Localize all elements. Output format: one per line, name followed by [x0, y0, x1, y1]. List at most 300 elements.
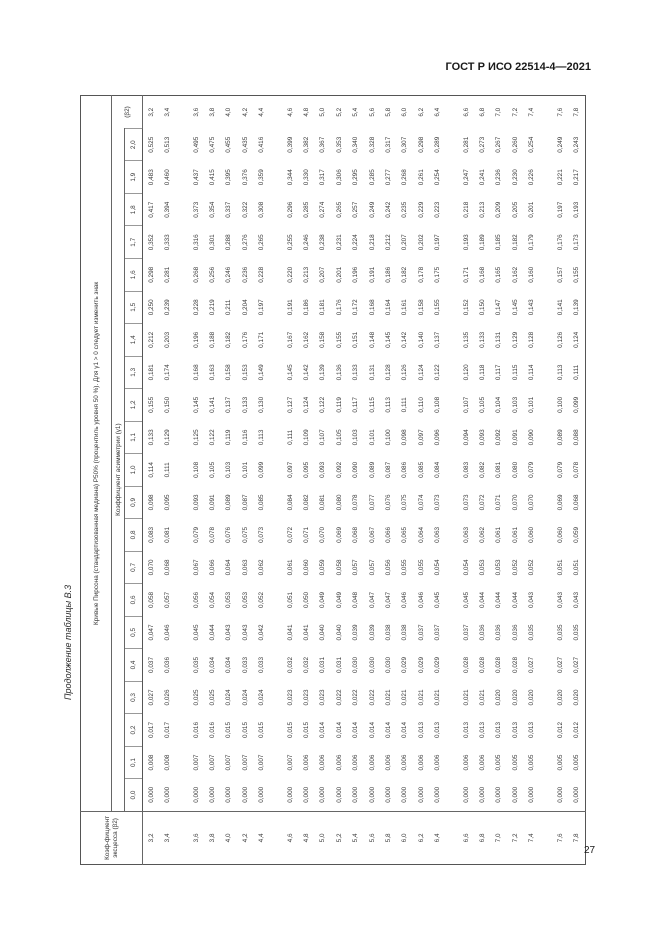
value-cell: 0,209	[495, 201, 503, 218]
value-cell: 0,053	[225, 591, 233, 608]
value-cell: 0,171	[462, 266, 470, 283]
table-row	[413, 96, 429, 865]
value-cell: 0,176	[241, 331, 249, 348]
value-cell: 0,007	[225, 754, 233, 771]
value-cell: 0,096	[433, 429, 441, 446]
value-cell: 0,188	[209, 331, 217, 348]
value-cell: 0,120	[462, 364, 470, 381]
value-cell: 0,455	[225, 136, 233, 153]
value-cell: 0,071	[495, 494, 503, 511]
value-cell: 0,078	[209, 526, 217, 543]
value-cell: 0,067	[368, 526, 376, 543]
value-cell: 0,137	[433, 331, 441, 348]
value-cell: 0,034	[225, 656, 233, 673]
kurtosis-right-cell: 5,2	[335, 107, 343, 117]
value-cell: 0,100	[384, 429, 392, 446]
value-cell: 0,111	[164, 462, 172, 478]
value-cell: 0,126	[401, 364, 409, 381]
value-cell: 0,031	[319, 656, 327, 673]
value-cell: 0,006	[462, 754, 470, 771]
value-cell: 0,399	[286, 136, 294, 153]
value-cell: 0,191	[286, 299, 294, 316]
value-cell: 0,057	[164, 591, 172, 608]
value-cell: 0,186	[384, 266, 392, 283]
value-cell: 0,083	[462, 461, 470, 478]
value-cell: 0,051	[556, 559, 564, 576]
value-cell: 0,089	[556, 429, 564, 446]
value-cell: 0,000	[401, 786, 409, 803]
table-row	[397, 96, 413, 865]
value-cell: 0,021	[384, 689, 392, 706]
value-cell: 0,165	[495, 266, 503, 283]
value-cell: 0,246	[303, 234, 311, 251]
value-cell: 0,000	[368, 786, 376, 803]
kurtosis-cell: 4,2	[237, 811, 253, 864]
value-cell: 0,090	[352, 461, 360, 478]
kurtosis-cell: 3,8	[204, 811, 220, 864]
value-cell: 0,186	[303, 299, 311, 316]
value-cell: 0,060	[303, 559, 311, 576]
kurtosis-cell: 6,8	[474, 811, 490, 864]
value-cell: 0,113	[556, 364, 564, 381]
value-cell: 0,167	[286, 331, 294, 348]
value-cell: 0,122	[319, 396, 327, 413]
value-cell: 0,236	[495, 169, 503, 186]
value-cell: 0,231	[335, 234, 343, 251]
value-cell: 0,212	[147, 331, 155, 348]
value-cell: 0,053	[495, 559, 503, 576]
value-cell: 0,000	[384, 786, 392, 803]
value-cell: 0,133	[478, 331, 486, 348]
value-cell: 0,191	[368, 266, 376, 283]
value-cell: 0,435	[241, 136, 249, 153]
kurtosis-right-cell: 4,4	[258, 107, 266, 117]
value-cell: 0,038	[401, 624, 409, 641]
table-row	[491, 96, 507, 865]
value-cell: 0,475	[209, 136, 217, 153]
value-cell: 0,113	[384, 397, 392, 413]
skewness-column-header: 1,8	[125, 193, 143, 226]
value-cell: 0,048	[352, 591, 360, 608]
value-cell: 0,513	[164, 136, 172, 153]
value-cell: 0,344	[286, 169, 294, 186]
kurtosis-right-cell: 3,4	[164, 107, 172, 117]
value-cell: 0,147	[495, 299, 503, 316]
rotated-table-container	[80, 95, 586, 865]
value-cell: 0,024	[241, 689, 249, 706]
value-cell: 0,013	[433, 722, 441, 738]
value-cell: 0,007	[286, 754, 294, 771]
value-cell: 0,140	[417, 331, 425, 348]
value-cell: 0,288	[225, 234, 233, 251]
value-cell: 0,367	[319, 136, 327, 153]
kurtosis-cell: 3,2	[143, 811, 160, 864]
value-cell: 0,021	[462, 689, 470, 706]
value-cell: 0,057	[352, 559, 360, 576]
value-cell: 0,020	[556, 689, 564, 706]
value-cell: 0,093	[478, 429, 486, 446]
kurtosis-cell: 7,8	[568, 811, 585, 864]
value-cell: 0,137	[225, 396, 233, 413]
skewness-column-header: 1,2	[125, 389, 143, 422]
value-cell: 0,013	[462, 722, 470, 738]
value-cell: 0,028	[495, 656, 503, 673]
skewness-column-header: 0,1	[125, 746, 143, 779]
value-cell: 0,155	[573, 266, 581, 283]
value-cell: 0,041	[286, 624, 294, 641]
value-cell: 0,289	[433, 136, 441, 153]
value-cell: 0,065	[401, 526, 409, 543]
value-cell: 0,249	[368, 201, 376, 218]
value-cell: 0,099	[258, 461, 266, 478]
value-cell: 0,035	[556, 624, 564, 641]
value-cell: 0,027	[147, 689, 155, 706]
value-cell: 0,035	[573, 624, 581, 641]
kurtosis-right-cell: 4,0	[225, 107, 233, 117]
value-cell: 0,117	[495, 364, 503, 381]
value-cell: 0,006	[417, 754, 425, 771]
value-cell: 0,006	[384, 754, 392, 771]
value-cell: 0,039	[352, 624, 360, 641]
value-cell: 0,276	[241, 234, 249, 251]
value-cell: 0,097	[417, 429, 425, 446]
table-row	[364, 96, 380, 865]
value-cell: 0,079	[192, 526, 200, 543]
value-cell: 0,030	[352, 656, 360, 673]
table-row	[143, 96, 160, 865]
value-cell: 0,005	[511, 754, 519, 771]
value-cell: 0,023	[303, 689, 311, 706]
kurtosis-cell: 4,6	[282, 811, 298, 864]
value-cell: 0,149	[258, 364, 266, 381]
value-cell: 0,243	[573, 136, 581, 153]
value-cell: 0,070	[147, 559, 155, 576]
value-cell: 0,306	[335, 169, 343, 186]
value-cell: 0,163	[209, 364, 217, 381]
skewness-column-header: 0,9	[125, 486, 143, 519]
value-cell: 0,033	[258, 656, 266, 673]
value-cell: 0,268	[401, 169, 409, 186]
value-cell: 0,082	[478, 461, 486, 478]
value-cell: 0,037	[462, 624, 470, 641]
value-cell: 0,228	[192, 299, 200, 316]
value-cell: 0,246	[225, 266, 233, 283]
value-cell: 0,104	[495, 396, 503, 413]
value-cell: 0,087	[241, 494, 249, 511]
value-cell: 0,035	[527, 624, 535, 641]
value-cell: 0,218	[368, 234, 376, 251]
value-cell: 0,060	[527, 526, 535, 543]
value-cell: 0,098	[147, 494, 155, 511]
table-row	[458, 96, 474, 865]
value-cell: 0,028	[478, 656, 486, 673]
value-cell: 0,317	[319, 169, 327, 186]
value-cell: 0,022	[352, 689, 360, 706]
value-cell: 0,059	[573, 526, 581, 543]
value-cell: 0,181	[319, 299, 327, 316]
kurtosis-right-cell: 7,6	[556, 107, 564, 117]
value-cell: 0,148	[368, 331, 376, 348]
value-cell: 0,082	[303, 494, 311, 511]
value-cell: 0,061	[286, 559, 294, 576]
value-cell: 0,092	[495, 429, 503, 446]
value-cell: 0,197	[556, 201, 564, 218]
value-cell: 0,228	[258, 266, 266, 283]
value-cell: 0,005	[527, 754, 535, 771]
value-cell: 0,182	[511, 234, 519, 251]
value-cell: 0,083	[147, 526, 155, 543]
value-cell: 0,008	[147, 754, 155, 771]
value-cell: 0,038	[384, 624, 392, 641]
kurtosis-right-cell: 3,6	[192, 107, 200, 117]
value-cell: 0,196	[192, 331, 200, 348]
value-cell: 0,226	[527, 169, 535, 186]
value-cell: 0,105	[478, 396, 486, 413]
value-cell: 0,016	[192, 722, 200, 738]
value-cell: 0,078	[352, 494, 360, 511]
value-cell: 0,070	[319, 526, 327, 543]
value-cell: 0,068	[573, 494, 581, 511]
value-cell: 0,045	[192, 624, 200, 641]
kurtosis-right-cell: 7,4	[527, 107, 535, 117]
value-cell: 0,101	[368, 429, 376, 446]
value-cell: 0,153	[241, 364, 249, 381]
table-row	[282, 96, 298, 865]
value-cell: 0,076	[384, 494, 392, 511]
value-cell: 0,376	[241, 169, 249, 186]
value-cell: 0,000	[573, 786, 581, 803]
value-cell: 0,041	[303, 624, 311, 641]
value-cell: 0,015	[258, 722, 266, 738]
value-cell: 0,047	[147, 624, 155, 641]
value-cell: 0,101	[241, 461, 249, 478]
value-cell: 0,079	[527, 461, 535, 478]
value-cell: 0,051	[573, 559, 581, 576]
value-cell: 0,142	[303, 364, 311, 381]
value-cell: 0,116	[241, 429, 249, 446]
value-cell: 0,239	[164, 299, 172, 316]
value-cell: 0,054	[462, 559, 470, 576]
value-cell: 0,006	[368, 754, 376, 771]
value-cell: 0,197	[433, 234, 441, 251]
value-cell: 0,337	[225, 201, 233, 218]
value-cell: 0,373	[192, 201, 200, 218]
value-cell: 0,133	[352, 364, 360, 381]
value-cell: 0,235	[401, 201, 409, 218]
value-cell: 0,020	[573, 689, 581, 706]
value-cell: 0,122	[209, 429, 217, 446]
value-cell: 0,218	[462, 201, 470, 218]
kurtosis-right-cell: 4,6	[286, 107, 294, 117]
kurtosis-cell: 7,4	[523, 811, 539, 864]
value-cell: 0,012	[556, 722, 564, 738]
value-cell: 0,205	[511, 201, 519, 218]
value-cell: 0,066	[384, 526, 392, 543]
kurtosis-cell: 3,4	[159, 811, 175, 864]
value-cell: 0,158	[225, 364, 233, 381]
value-cell: 0,015	[225, 722, 233, 738]
value-cell: 0,158	[319, 331, 327, 348]
value-cell: 0,125	[192, 429, 200, 446]
value-cell: 0,007	[192, 754, 200, 771]
value-cell: 0,014	[319, 722, 327, 738]
value-cell: 0,382	[303, 136, 311, 153]
value-cell: 0,014	[368, 722, 376, 738]
kurtosis-right-cell: 6,8	[478, 107, 486, 117]
value-cell: 0,074	[417, 494, 425, 511]
value-cell: 0,062	[478, 526, 486, 543]
kurtosis-right-cell: 7,2	[511, 107, 519, 117]
value-cell: 0,117	[352, 397, 360, 413]
skewness-group-header: Коэффициент асимметрии (γ1)	[112, 128, 125, 811]
value-cell: 0,087	[384, 461, 392, 478]
value-cell: 0,045	[462, 591, 470, 608]
kurtosis-cell: 7,6	[552, 811, 568, 864]
value-cell: 0,028	[462, 656, 470, 673]
value-cell: 0,281	[462, 136, 470, 153]
value-cell: 0,015	[241, 722, 249, 738]
skewness-column-header: 1,5	[125, 291, 143, 324]
value-cell: 0,126	[556, 331, 564, 348]
pearson-median-table	[80, 95, 586, 865]
value-cell: 0,219	[209, 299, 217, 316]
value-cell: 0,059	[319, 559, 327, 576]
value-cell: 0,124	[417, 364, 425, 381]
value-cell: 0,047	[368, 591, 376, 608]
value-cell: 0,176	[335, 299, 343, 316]
value-cell: 0,249	[556, 136, 564, 153]
value-cell: 0,025	[209, 689, 217, 706]
value-cell: 0,036	[495, 624, 503, 641]
kurtosis-cell: 5,2	[331, 811, 347, 864]
skewness-column-header: 1,4	[125, 324, 143, 357]
value-cell: 0,044	[511, 591, 519, 608]
value-cell: 0,168	[368, 299, 376, 316]
value-cell: 0,015	[303, 722, 311, 738]
value-cell: 0,036	[478, 624, 486, 641]
value-cell: 0,061	[511, 526, 519, 543]
skewness-column-header: 0,7	[125, 551, 143, 584]
kurtosis-cell: 5,8	[380, 811, 396, 864]
value-cell: 0,020	[527, 689, 535, 706]
value-cell: 0,024	[258, 689, 266, 706]
value-cell: 0,017	[164, 722, 172, 738]
table-row	[204, 96, 220, 865]
value-cell: 0,000	[209, 786, 217, 803]
value-cell: 0,151	[352, 331, 360, 348]
table-row	[159, 96, 175, 865]
value-cell: 0,031	[335, 656, 343, 673]
value-cell: 0,150	[478, 299, 486, 316]
value-cell: 0,006	[478, 754, 486, 771]
value-cell: 0,211	[225, 299, 233, 316]
value-cell: 0,032	[303, 656, 311, 673]
table-row	[474, 96, 490, 865]
value-cell: 0,145	[192, 396, 200, 413]
value-cell: 0,204	[241, 299, 249, 316]
value-cell: 0,005	[556, 754, 564, 771]
value-cell: 0,114	[527, 364, 535, 381]
table-row	[380, 96, 396, 865]
value-cell: 0,080	[511, 461, 519, 478]
kurtosis-cell: 6,4	[429, 811, 445, 864]
kurtosis-right-cell: 3,8	[209, 107, 217, 117]
value-cell: 0,084	[286, 494, 294, 511]
value-cell: 0,088	[573, 429, 581, 446]
kurtosis-right-cell: 4,2	[241, 107, 249, 117]
skewness-column-header: 0,8	[125, 519, 143, 552]
skewness-column-header: 1,6	[125, 259, 143, 292]
value-cell: 0,062	[258, 559, 266, 576]
value-cell: 0,133	[241, 396, 249, 413]
value-cell: 0,316	[192, 234, 200, 251]
value-cell: 0,172	[352, 299, 360, 316]
value-cell: 0,179	[527, 234, 535, 251]
value-cell: 0,006	[335, 754, 343, 771]
value-cell: 0,058	[335, 559, 343, 576]
value-cell: 0,025	[192, 689, 200, 706]
value-cell: 0,093	[319, 461, 327, 478]
kurtosis-right-cell: 7,0	[495, 107, 503, 117]
value-cell: 0,145	[384, 331, 392, 348]
value-cell: 0,000	[241, 786, 249, 803]
value-cell: 0,020	[495, 689, 503, 706]
value-cell: 0,032	[286, 656, 294, 673]
value-cell: 0,000	[433, 786, 441, 803]
value-cell: 0,000	[527, 786, 535, 803]
value-cell: 0,213	[478, 201, 486, 218]
value-cell: 0,108	[192, 461, 200, 478]
value-cell: 0,395	[225, 169, 233, 186]
value-cell: 0,056	[192, 591, 200, 608]
value-cell: 0,207	[319, 266, 327, 283]
value-cell: 0,046	[401, 591, 409, 608]
value-cell: 0,043	[573, 591, 581, 608]
value-cell: 0,029	[417, 656, 425, 673]
value-cell: 0,128	[384, 364, 392, 381]
value-cell: 0,028	[511, 656, 519, 673]
table-row	[253, 96, 269, 865]
value-cell: 0,027	[556, 656, 564, 673]
value-cell: 0,037	[417, 624, 425, 641]
value-cell: 0,020	[511, 689, 519, 706]
kurtosis-column-header: Коэф-фициент эксцесса (β2)	[81, 811, 143, 864]
value-cell: 0,026	[164, 689, 172, 706]
value-cell: 0,006	[319, 754, 327, 771]
value-cell: 0,029	[401, 656, 409, 673]
kurtosis-cell: 6,6	[458, 811, 474, 864]
value-cell: 0,145	[286, 364, 294, 381]
value-cell: 0,307	[401, 136, 409, 153]
value-cell: 0,298	[147, 266, 155, 283]
kurtosis-cell: 6,2	[413, 811, 429, 864]
value-cell: 0,124	[303, 396, 311, 413]
value-cell: 0,111	[573, 364, 581, 380]
value-cell: 0,119	[335, 397, 343, 413]
table-row	[568, 96, 585, 865]
kurtosis-cell: 5,0	[315, 811, 331, 864]
value-cell: 0,068	[352, 526, 360, 543]
kurtosis-right-cell: 4,8	[303, 107, 311, 117]
value-cell: 0,273	[478, 136, 486, 153]
value-cell: 0,000	[417, 786, 425, 803]
value-cell: 0,178	[417, 266, 425, 283]
value-cell: 0,058	[147, 591, 155, 608]
value-cell: 0,285	[303, 201, 311, 218]
value-cell: 0,000	[225, 786, 233, 803]
value-cell: 0,141	[209, 396, 217, 413]
value-cell: 0,224	[352, 234, 360, 251]
